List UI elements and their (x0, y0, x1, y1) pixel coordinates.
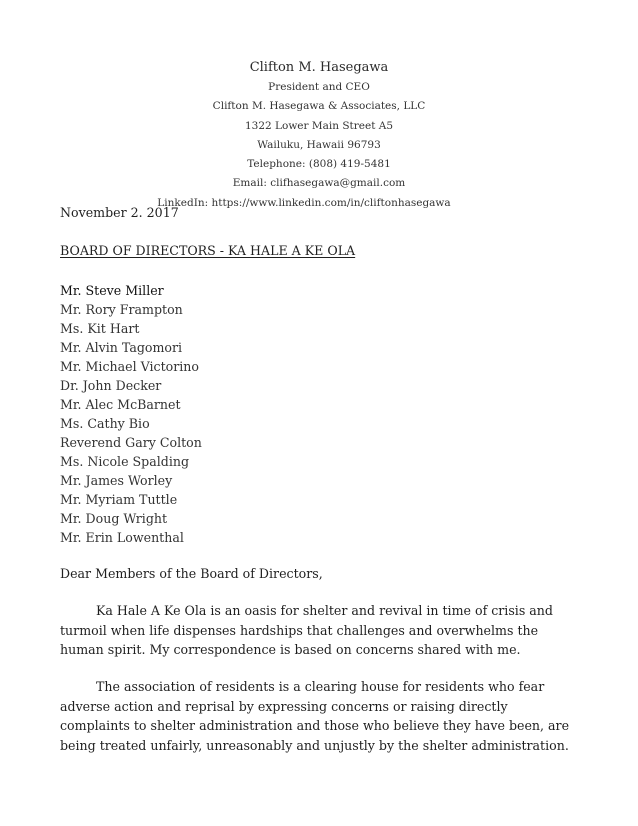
letterhead (0, 58, 638, 213)
recipient: Mr. Myriam Tuttle (60, 492, 178, 507)
paragraph-text: Ka Hale A Ke Ola is an oasis for shelter and revival in time of crisis and turmoil when life dispenses hardships that challenges and overwhelms the human spirit. My correspondence is based on concerns shared with me. (60, 603, 553, 657)
recipient: Mr. Alvin Tagomori (60, 340, 183, 355)
sender-street: 1322 Lower Main Street A5 (244, 119, 394, 132)
recipient: Dr. John Decker (60, 378, 162, 393)
recipient: Mr. Rory Frampton (60, 302, 183, 317)
sender-name: Clifton M. Hasegawa (249, 60, 389, 75)
recipient: Mr. Steve Miller (60, 283, 164, 298)
letter-date: November 2. 2017 (60, 205, 179, 220)
sender-title: President and CEO (268, 81, 370, 93)
recipient: Mr. Erin Lowenthal (60, 530, 184, 545)
recipient: Mr. Doug Wright (60, 511, 168, 526)
sender-company: Clifton M. Hasegawa & Associates, LLC (212, 100, 426, 113)
recipient: Ms. Nicole Spalding (60, 454, 190, 469)
recipient: Reverend Gary Colton (60, 435, 202, 450)
paragraph-text: The association of residents is a clearing house for residents who fear adverse action and reprisal by expressing concerns or raising directly complaints to shelter administration and those who believe they have been, are being treated unfairly, unreasonably and unjustly by the shelter administration. (60, 679, 570, 753)
body-paragraph (60, 677, 580, 755)
recipient: Mr. Michael Victorino (60, 359, 199, 374)
recipient: Mr. Alec McBarnet (60, 397, 181, 412)
sender-telephone: Telephone: (808) 419-5481 (247, 158, 391, 171)
sender-linkedin: LinkedIn: https://www.linkedin.com/in/cliftonhasegawa (157, 196, 451, 209)
sender-email: Email: clifhasegawa@gmail.com (232, 177, 406, 190)
salutation: Dear Members of the Board of Directors, (60, 566, 323, 581)
recipient: Ms. Kit Hart (60, 321, 140, 336)
board-heading: BOARD OF DIRECTORS - KA HALE A KE OLA (60, 243, 356, 258)
body-paragraph (60, 601, 580, 660)
recipient: Ms. Cathy Bio (60, 416, 150, 431)
recipient: Mr. James Worley (60, 473, 173, 488)
sender-city: Wailuku, Hawaii 96793 (257, 138, 381, 151)
recipient-list (60, 281, 580, 547)
